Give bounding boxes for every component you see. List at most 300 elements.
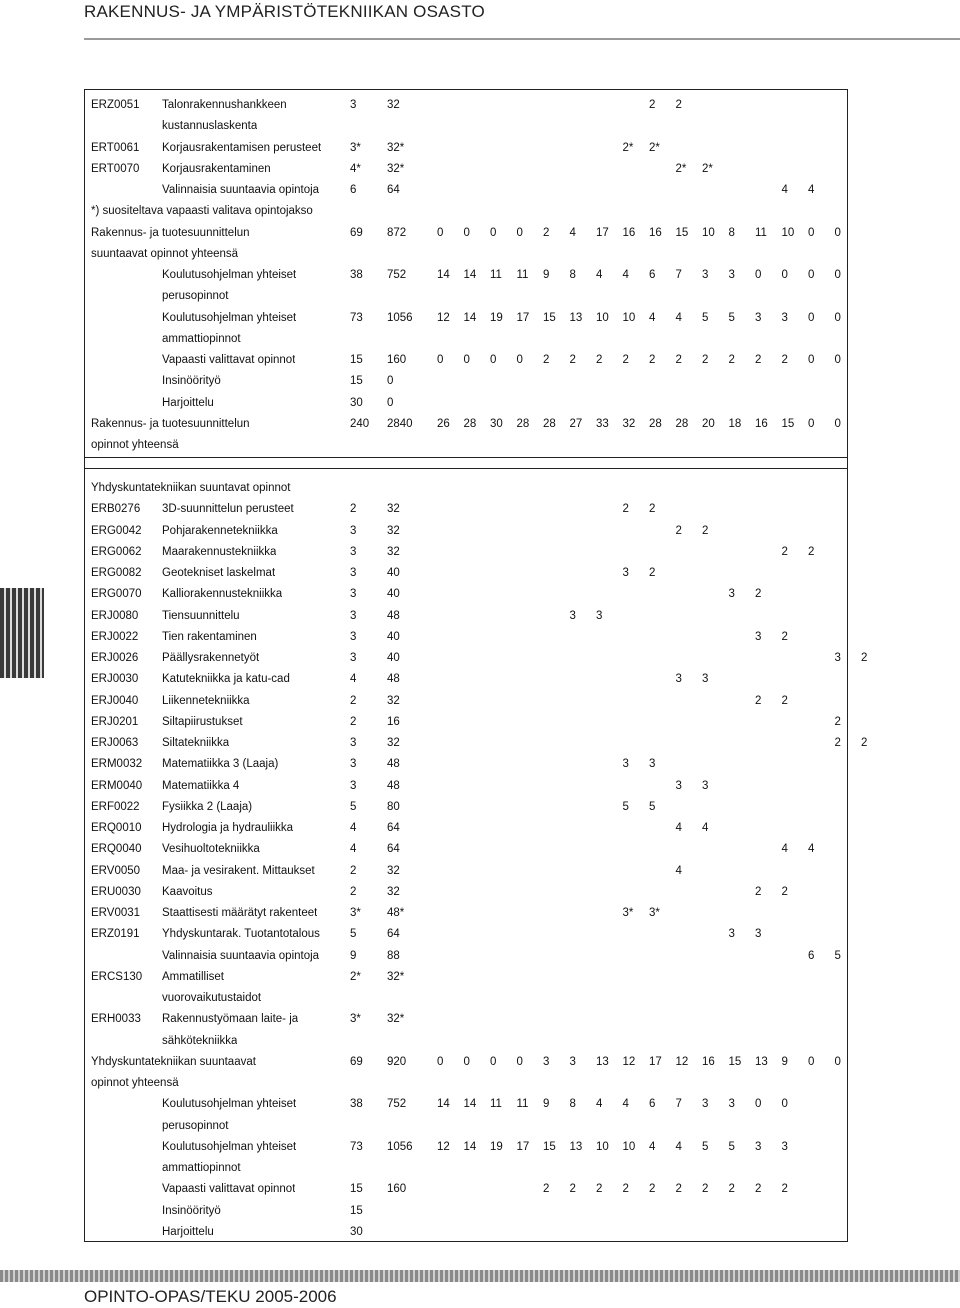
period-value: 3 xyxy=(755,928,762,941)
period-value: 4 xyxy=(675,311,682,324)
credits-ov: 73 xyxy=(350,1140,363,1153)
course-code: ERJ0026 xyxy=(91,652,139,664)
section2-row xyxy=(85,882,845,903)
period-value: 12 xyxy=(437,1140,450,1153)
section2-row xyxy=(85,903,845,924)
period-value: 3 xyxy=(834,652,841,664)
course-name: Matematiikka 4 xyxy=(162,779,240,792)
hours-op: 32 xyxy=(387,737,400,749)
period-value: 3 xyxy=(728,269,735,281)
section2-row xyxy=(85,967,845,988)
course-group-label: suuntaavat opinnot yhteensä xyxy=(91,247,239,260)
hours-op: 32 xyxy=(387,503,400,516)
section2-row xyxy=(85,478,845,499)
hours-op: 32 xyxy=(387,864,400,877)
section2-row xyxy=(85,776,845,797)
course-group-label: *) suositeltava vapaasti valitava opintojakso xyxy=(91,205,313,218)
period-value: 2 xyxy=(649,99,656,111)
period-value: 0 xyxy=(834,417,841,430)
period-value: 17 xyxy=(516,1140,530,1153)
hours-op: 160 xyxy=(387,354,407,366)
period-value: 2 xyxy=(543,354,550,366)
period-value: 0 xyxy=(490,226,497,239)
section1-row xyxy=(85,308,845,329)
credits-ov: 2* xyxy=(350,970,361,983)
credits-ov: 3 xyxy=(350,609,357,622)
period-value: 32 xyxy=(622,417,636,430)
credits-ov: 3 xyxy=(350,630,357,643)
period-value: 4 xyxy=(649,1140,656,1153)
period-value: 2 xyxy=(675,524,682,537)
section2-row xyxy=(85,1201,845,1222)
period-value: 3 xyxy=(569,1055,576,1068)
credits-ov: 73 xyxy=(350,311,363,324)
period-value: 14 xyxy=(463,311,477,324)
section2-row xyxy=(85,1073,845,1094)
period-value: 0 xyxy=(808,354,815,366)
course-name: Harjoittelu xyxy=(162,396,214,409)
period-value: 2* xyxy=(675,162,687,175)
period-value: 3 xyxy=(622,758,629,771)
course-name: kustannuslaskenta xyxy=(162,120,258,133)
section2-row xyxy=(85,839,845,860)
hours-op: 80 xyxy=(387,800,400,813)
period-value: 3 xyxy=(702,269,709,281)
period-value: 5 xyxy=(728,1140,735,1153)
hours-op: 64 xyxy=(387,928,400,941)
hours-op: 88 xyxy=(387,949,400,962)
course-code: ERV0031 xyxy=(91,907,141,919)
credits-ov: 3 xyxy=(350,652,357,664)
course-name: Pohjarakennetekniikka xyxy=(162,524,278,537)
credits-ov: 4 xyxy=(350,843,357,856)
hours-op: 160 xyxy=(387,1183,407,1196)
period-value: 0 xyxy=(781,1098,788,1111)
course-name: Yhdyskuntarak. Tuotantotalous xyxy=(162,928,320,941)
period-value: 15 xyxy=(781,417,795,430)
period-value: 11 xyxy=(516,269,529,281)
course-group-label: opinnot yhteensä xyxy=(91,439,179,451)
period-value: 10 xyxy=(596,311,609,324)
section1-row xyxy=(85,180,845,201)
period-value: 0 xyxy=(463,226,470,239)
period-value: 2 xyxy=(649,354,656,366)
course-name: Koulutusohjelman yhteiset xyxy=(162,269,297,281)
period-value: 3 xyxy=(675,779,682,792)
credits-ov: 38 xyxy=(350,269,363,281)
course-name: perusopinnot xyxy=(162,290,229,303)
period-value: 5 xyxy=(702,1140,709,1153)
section1-row xyxy=(85,350,845,371)
period-value: 16 xyxy=(649,226,662,239)
period-value: 13 xyxy=(569,311,583,324)
credits-ov: 4 xyxy=(350,822,357,834)
section2-row xyxy=(85,1094,845,1115)
period-value: 4 xyxy=(675,1140,682,1153)
period-value: 15 xyxy=(543,311,556,324)
period-value: 2 xyxy=(834,737,841,749)
period-value: 18 xyxy=(728,417,742,430)
period-value: 3 xyxy=(755,311,762,324)
hours-op: 32* xyxy=(387,162,405,175)
period-value: 0 xyxy=(516,354,523,366)
hours-op: 32 xyxy=(387,524,400,537)
header-rule xyxy=(84,38,960,40)
course-group-label: Yhdyskuntatekniikan suuntaavat xyxy=(91,1055,256,1068)
credits-ov: 3 xyxy=(350,737,357,749)
hours-op: 0 xyxy=(387,396,394,409)
course-code: ERH0033 xyxy=(91,1013,141,1026)
course-name: Päällysrakennetyöt xyxy=(162,652,260,664)
period-value: 19 xyxy=(490,1140,503,1153)
period-value: 5 xyxy=(834,949,841,962)
period-value: 2 xyxy=(622,503,629,516)
section1-row xyxy=(85,244,845,265)
section1-row xyxy=(85,95,845,116)
hours-op: 48* xyxy=(387,907,405,919)
period-value: 0 xyxy=(781,269,788,281)
period-value: 9 xyxy=(781,1055,788,1068)
course-name: Matematiikka 3 (Laaja) xyxy=(162,758,279,771)
period-value: 30 xyxy=(490,417,503,430)
course-code: ERJ0201 xyxy=(91,715,139,728)
credits-ov: 2 xyxy=(350,885,357,898)
period-value: 2 xyxy=(622,1183,629,1196)
period-value: 3 xyxy=(622,567,629,579)
footer-stripe xyxy=(0,1270,960,1282)
period-value: 0 xyxy=(834,354,841,366)
section2-row xyxy=(85,1116,845,1137)
course-name: Siltapiirustukset xyxy=(162,715,243,728)
period-value: 2 xyxy=(728,1183,735,1196)
period-value: 2* xyxy=(649,141,660,154)
section2-row xyxy=(85,924,845,945)
period-value: 3 xyxy=(649,758,656,771)
course-code: ERQ0010 xyxy=(91,822,142,834)
period-value: 0 xyxy=(808,226,815,239)
period-value: 14 xyxy=(463,1140,477,1153)
period-value: 3 xyxy=(596,609,603,622)
course-code: ERJ0040 xyxy=(91,694,139,707)
section1-row xyxy=(85,393,845,414)
period-value: 2 xyxy=(649,567,656,579)
hours-op: 32* xyxy=(387,970,405,983)
hours-op: 48 xyxy=(387,779,400,792)
credits-ov: 30 xyxy=(350,396,363,409)
period-value: 2 xyxy=(755,1183,762,1196)
period-value: 11 xyxy=(516,1098,529,1111)
period-value: 19 xyxy=(490,311,503,324)
period-value: 2 xyxy=(728,354,735,366)
period-value: 16 xyxy=(702,1055,715,1068)
period-value: 0 xyxy=(490,354,497,366)
credits-ov: 3 xyxy=(350,99,357,111)
hours-op: 752 xyxy=(387,269,407,281)
period-value: 10 xyxy=(596,1140,609,1153)
section2-row xyxy=(85,691,845,712)
period-value: 0 xyxy=(808,311,815,324)
period-value: 2* xyxy=(622,141,634,154)
period-value: 10 xyxy=(622,311,636,324)
period-value: 2* xyxy=(702,162,713,175)
period-value: 2 xyxy=(781,545,788,558)
credits-ov: 3 xyxy=(350,545,357,558)
period-value: 2 xyxy=(596,1183,603,1196)
period-value: 14 xyxy=(463,269,477,281)
period-value: 2 xyxy=(861,737,868,749)
credits-ov: 3* xyxy=(350,141,361,154)
period-value: 10 xyxy=(702,226,715,239)
credits-ov: 240 xyxy=(350,417,370,430)
credits-ov: 38 xyxy=(350,1098,363,1111)
section2-row xyxy=(85,733,868,754)
course-group-label: opinnot yhteensä xyxy=(91,1077,179,1089)
section1-row xyxy=(85,138,845,159)
course-group-label: Rakennus- ja tuotesuunnittelun xyxy=(91,417,250,430)
section2-row xyxy=(85,1158,845,1179)
section1-row xyxy=(85,265,845,286)
period-value: 28 xyxy=(675,417,689,430)
credits-ov: 2 xyxy=(350,503,357,516)
period-value: 2 xyxy=(861,652,868,664)
period-value: 2 xyxy=(569,1183,576,1196)
period-value: 0 xyxy=(516,226,523,239)
curriculum-table xyxy=(84,89,868,1242)
period-value: 0 xyxy=(834,269,841,281)
hours-op: 752 xyxy=(387,1098,407,1111)
course-name: ammattiopinnot xyxy=(162,332,241,345)
period-value: 3 xyxy=(728,928,735,941)
table-divider xyxy=(85,457,847,458)
period-value: 2 xyxy=(702,1183,709,1196)
course-name: Geotekniset laskelmat xyxy=(162,567,276,579)
period-value: 2 xyxy=(543,1183,550,1196)
period-value: 4 xyxy=(622,1098,629,1111)
period-value: 2 xyxy=(755,885,762,898)
section2-row xyxy=(85,606,845,627)
course-name: perusopinnot xyxy=(162,1119,229,1132)
period-value: 2 xyxy=(781,354,788,366)
section1-row xyxy=(85,286,845,307)
period-value: 3 xyxy=(728,1098,735,1111)
course-code: ERU0030 xyxy=(91,885,141,898)
period-value: 3 xyxy=(569,609,576,622)
period-value: 3 xyxy=(781,311,788,324)
period-value: 4 xyxy=(702,822,709,834)
period-value: 3* xyxy=(622,907,634,919)
period-value: 13 xyxy=(596,1055,609,1068)
period-value: 12 xyxy=(675,1055,689,1068)
period-value: 3* xyxy=(649,907,660,919)
period-value: 15 xyxy=(675,226,689,239)
section2-row xyxy=(85,584,845,605)
course-code: ERG0082 xyxy=(91,567,142,579)
course-code: ERB0276 xyxy=(91,503,141,516)
period-value: 3 xyxy=(702,1098,709,1111)
course-name: Vapaasti valittavat opinnot xyxy=(162,1183,296,1196)
period-value: 8 xyxy=(569,269,576,281)
hours-op: 32 xyxy=(387,99,400,111)
credits-ov: 5 xyxy=(350,800,357,813)
section1-row xyxy=(85,116,845,137)
course-code: ERT0061 xyxy=(91,141,140,154)
credits-ov: 9 xyxy=(350,949,357,962)
section1-row xyxy=(85,223,845,244)
period-value: 8 xyxy=(569,1098,576,1111)
course-name: Liikennetekniikka xyxy=(162,694,250,707)
credits-ov: 69 xyxy=(350,226,363,239)
period-value: 11 xyxy=(490,1098,502,1111)
period-value: 5 xyxy=(702,311,709,324)
period-value: 14 xyxy=(437,1098,450,1111)
course-name: Tiensuunnittelu xyxy=(162,609,240,622)
period-value: 3 xyxy=(543,1055,550,1068)
side-marker-bars xyxy=(0,588,44,678)
credits-ov: 3 xyxy=(350,779,357,792)
section2-row xyxy=(85,754,845,775)
credits-ov: 3* xyxy=(350,907,361,919)
course-code: ERG0070 xyxy=(91,588,142,601)
section2-row xyxy=(85,861,845,882)
period-value: 3 xyxy=(702,673,709,686)
course-code: ERJ0080 xyxy=(91,609,139,622)
credits-ov: 4 xyxy=(350,673,357,686)
section2-row xyxy=(85,1179,845,1200)
course-name: Insinöörityö xyxy=(162,375,221,388)
course-name: Valinnaisia suuntaavia opintoja xyxy=(162,184,320,196)
credits-ov: 3 xyxy=(350,758,357,771)
hours-op: 0 xyxy=(387,375,394,388)
period-value: 6 xyxy=(649,1098,656,1111)
course-code: ERQ0040 xyxy=(91,843,142,856)
period-value: 12 xyxy=(437,311,450,324)
period-value: 2 xyxy=(781,694,788,707)
period-value: 17 xyxy=(596,226,609,239)
period-value: 0 xyxy=(463,354,470,366)
period-value: 9 xyxy=(543,269,550,281)
hours-op: 64 xyxy=(387,184,400,196)
course-name: Kalliorakennustekniikka xyxy=(162,588,283,601)
period-value: 4 xyxy=(808,184,815,196)
period-value: 28 xyxy=(516,417,530,430)
course-name: ammattiopinnot xyxy=(162,1162,241,1174)
course-name: Rakennustyömaan laite- ja xyxy=(162,1013,299,1026)
period-value: 8 xyxy=(728,226,735,239)
period-value: 0 xyxy=(516,1055,523,1068)
period-value: 2 xyxy=(702,354,709,366)
period-value: 2 xyxy=(596,354,603,366)
period-value: 17 xyxy=(649,1055,662,1068)
section2-row xyxy=(85,1031,845,1052)
period-value: 2 xyxy=(649,1183,656,1196)
course-code: ERG0042 xyxy=(91,524,142,537)
course-code: ERZ0051 xyxy=(91,99,140,111)
course-name: Maa- ja vesirakent. Mittaukset xyxy=(162,864,315,877)
section2-row xyxy=(85,1222,845,1243)
course-group-label: Rakennus- ja tuotesuunnittelun xyxy=(91,226,250,239)
period-value: 0 xyxy=(490,1055,497,1068)
period-value: 10 xyxy=(781,226,795,239)
course-name: Hydrologia ja hydrauliikka xyxy=(162,822,294,834)
period-value: 16 xyxy=(622,226,636,239)
course-code: ERT0070 xyxy=(91,162,140,175)
hours-op: 1056 xyxy=(387,1140,413,1153)
course-name: vuorovaikutustaidot xyxy=(162,992,262,1004)
section2-row xyxy=(85,499,845,520)
credits-ov: 2 xyxy=(350,694,357,707)
course-group-label: Yhdyskuntatekniikan suuntavat opinnot xyxy=(91,482,291,494)
period-value: 2 xyxy=(781,630,788,643)
period-value: 3 xyxy=(675,673,682,686)
period-value: 7 xyxy=(675,269,682,281)
period-value: 3 xyxy=(755,1140,762,1153)
period-value: 5 xyxy=(649,800,656,813)
period-value: 4 xyxy=(596,1098,603,1111)
period-value: 2 xyxy=(755,694,762,707)
period-value: 4 xyxy=(569,226,576,239)
section1-row xyxy=(85,435,845,456)
course-name: Maarakennustekniikka xyxy=(162,545,277,558)
course-name: 3D-suunnittelun perusteet xyxy=(162,503,294,516)
section2-row xyxy=(85,712,845,733)
period-value: 20 xyxy=(702,417,715,430)
period-value: 27 xyxy=(569,417,583,430)
period-value: 2 xyxy=(781,1183,788,1196)
period-value: 28 xyxy=(543,417,556,430)
hours-op: 64 xyxy=(387,843,400,856)
credits-ov: 15 xyxy=(350,1183,363,1196)
hours-op: 1056 xyxy=(387,311,413,324)
period-value: 4 xyxy=(781,843,788,856)
period-value: 0 xyxy=(834,226,841,239)
course-name: Vesihuoltotekniikka xyxy=(162,843,260,856)
period-value: 2 xyxy=(755,588,762,601)
section1-row xyxy=(85,201,845,222)
period-value: 26 xyxy=(437,417,450,430)
period-value: 14 xyxy=(463,1098,477,1111)
section2-row xyxy=(85,563,845,584)
credits-ov: 3 xyxy=(350,588,357,601)
section2-row xyxy=(85,627,845,648)
course-name: Insinöörityö xyxy=(162,1204,221,1217)
period-value: 0 xyxy=(437,354,444,366)
section2-row xyxy=(85,797,845,818)
credits-ov: 5 xyxy=(350,928,357,941)
period-value: 4 xyxy=(781,184,788,196)
period-value: 5 xyxy=(728,311,735,324)
period-value: 2 xyxy=(675,354,682,366)
period-value: 11 xyxy=(755,226,767,239)
course-name: Korjausrakentamisen perusteet xyxy=(162,141,322,154)
period-value: 6 xyxy=(649,269,656,281)
period-value: 2 xyxy=(781,885,788,898)
period-value: 15 xyxy=(728,1055,742,1068)
hours-op: 40 xyxy=(387,652,400,664)
section1-row xyxy=(85,414,845,435)
hours-op: 48 xyxy=(387,609,400,622)
period-value: 14 xyxy=(437,269,450,281)
course-name: sähkötekniikka xyxy=(162,1034,238,1047)
section2-row xyxy=(85,669,845,690)
period-value: 0 xyxy=(808,1055,815,1068)
course-name: Koulutusohjelman yhteiset xyxy=(162,1098,297,1111)
hours-op: 40 xyxy=(387,630,400,643)
period-value: 10 xyxy=(622,1140,636,1153)
hours-op: 32* xyxy=(387,1013,405,1026)
period-value: 0 xyxy=(463,1055,470,1068)
hours-op: 32 xyxy=(387,545,400,558)
course-code: ERV0050 xyxy=(91,864,141,877)
